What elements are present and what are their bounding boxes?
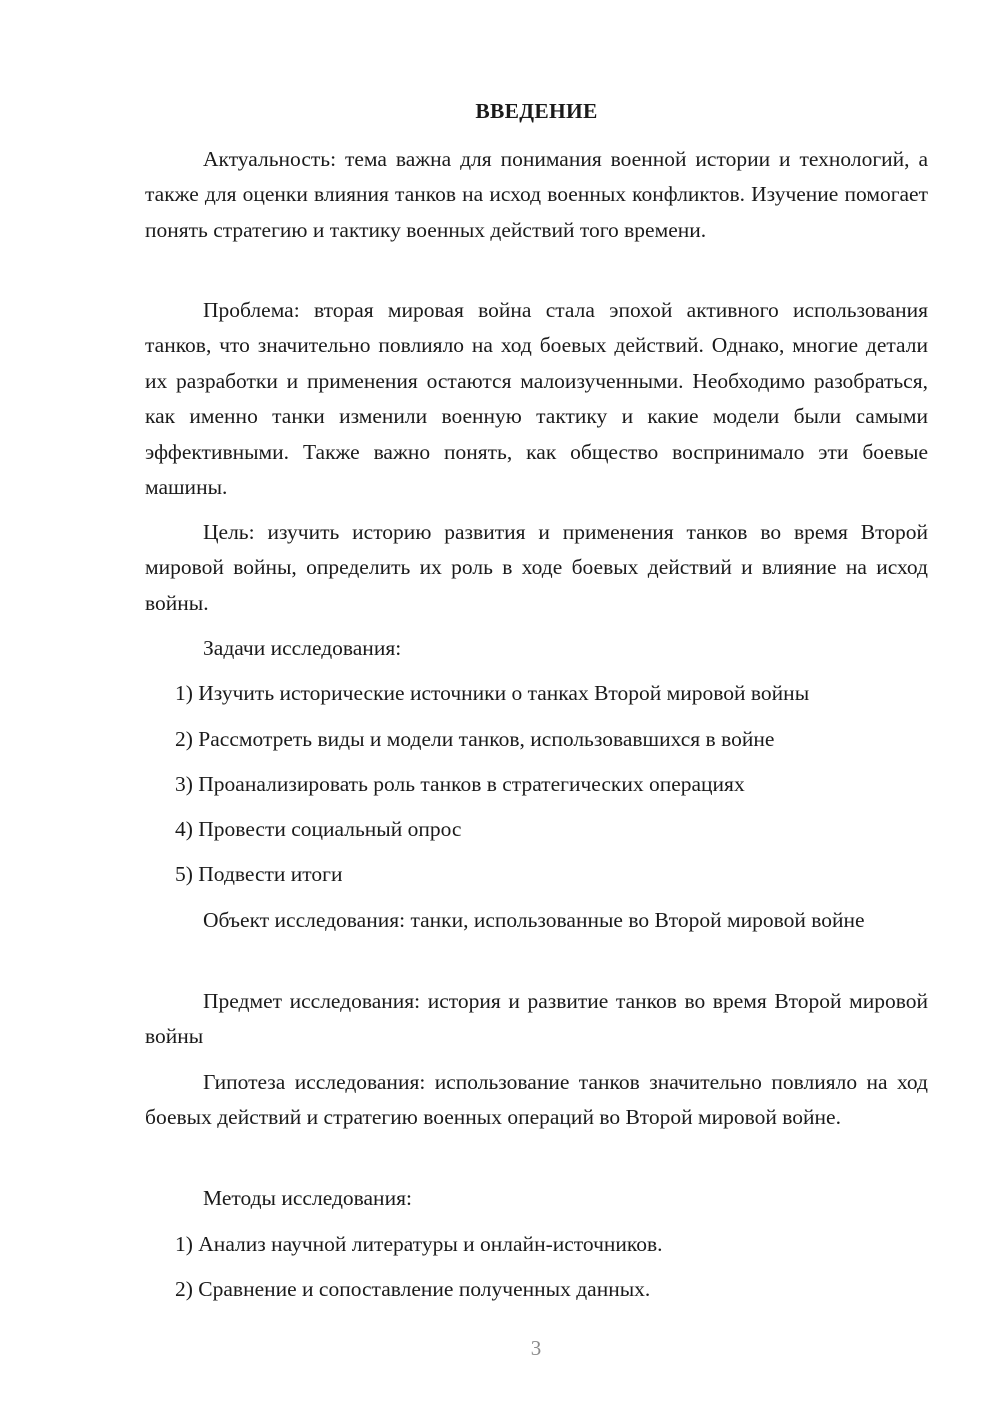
hypothesis-paragraph: Гипотеза исследования: использование танков значительно повлияло на ход боевых действий и стратегию военных операций во Второй мировой войне. [145, 1070, 928, 1130]
task-item-5: 5) Подвести итоги [175, 862, 343, 886]
problem-paragraph: Проблема: вторая мировая война стала эпохой активного использования танков, что значительно повлияло на ход боевых действий. Однако, многие детали их разработки и применения остаются малоизученными. Необходимо разобраться, как именно танки изменили военную тактику и какие модели были самыми эффективными. Также важно понять, как общество воспринимало эти боевые машины. [145, 298, 928, 500]
object-paragraph: Объект исследования: танки, использованные во Второй мировой войне [203, 908, 865, 932]
tasks-heading: Задачи исследования: [203, 636, 402, 660]
subject-paragraph: Предмет исследования: история и развитие танков во время Второй мировой войны [145, 989, 928, 1049]
task-item-2: 2) Рассмотреть виды и модели танков, использовавшихся в войне [175, 727, 775, 751]
relevance-paragraph: Актуальность: тема важна для понимания военной истории и технологий, а также для оценки влияния танков на исход военных конфликтов. Изучение помогает понять стратегию и тактику военных действий того времени. [145, 147, 928, 242]
goal-paragraph: Цель: изучить историю развития и применения танков во время Второй мировой войны, определить их роль в ходе боевых действий и влияние на исход войны. [145, 520, 928, 615]
task-item-3: 3) Проанализировать роль танков в стратегических операциях [175, 772, 745, 796]
page-number: 3 [530, 1336, 542, 1360]
methods-heading: Методы исследования: [203, 1186, 412, 1210]
method-item-1: 1) Анализ научной литературы и онлайн-источников. [175, 1232, 663, 1256]
method-item-2: 2) Сравнение и сопоставление полученных данных. [175, 1277, 651, 1301]
task-item-1: 1) Изучить исторические источники о танках Второй мировой войны [175, 681, 810, 705]
page-title: ВВЕДЕНИЕ [475, 99, 598, 123]
task-item-4: 4) Провести социальный опрос [175, 817, 462, 841]
